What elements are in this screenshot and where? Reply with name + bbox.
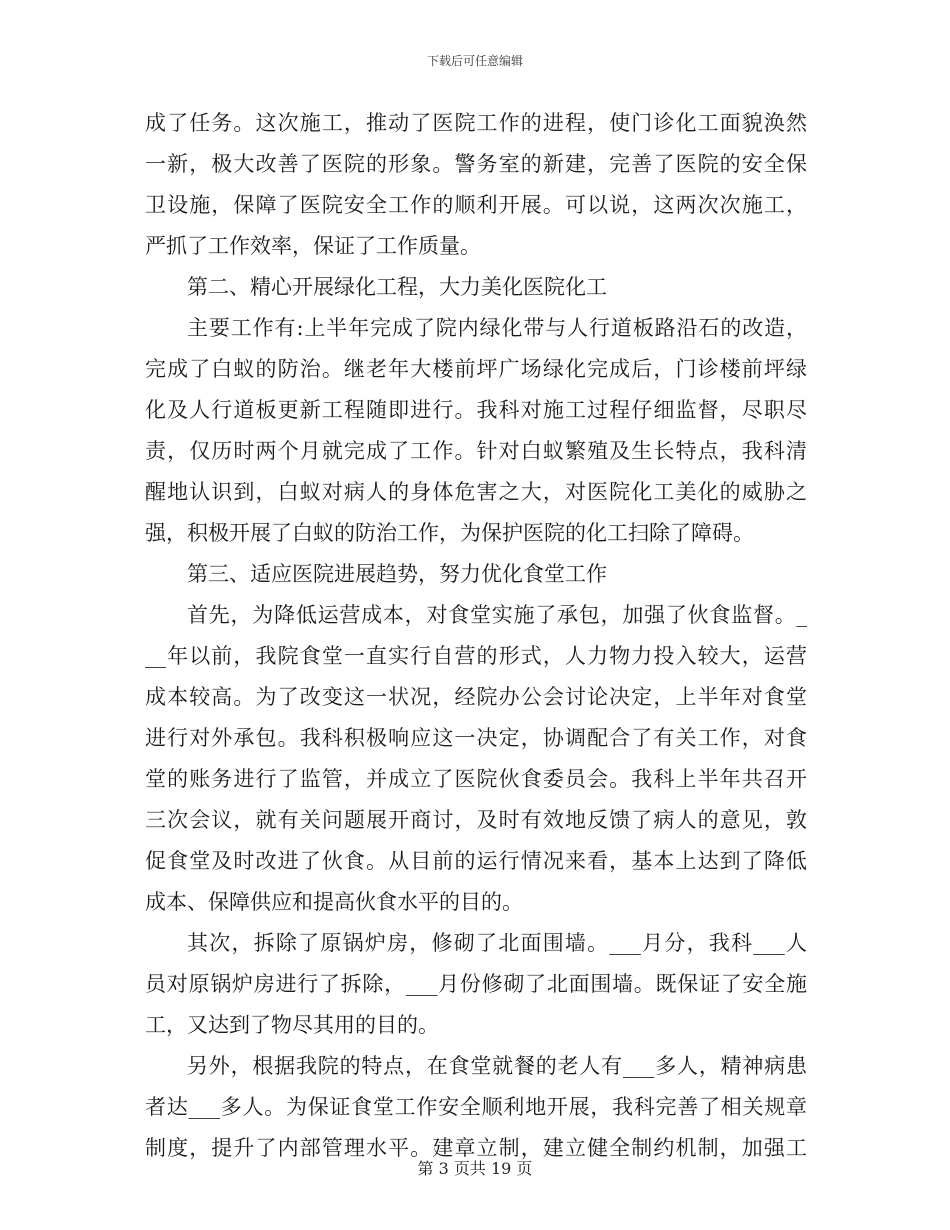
paragraph-line: 严抓了工作效率，保证了工作质量。 [145, 234, 481, 258]
paragraph-line: 强，积极开展了白蚁的防治工作，为保护医院的化工扫除了障碍。 [145, 521, 754, 545]
paragraph-line: __年以前，我院食堂一直实行自营的形式，人力物力投入较大，运营 [145, 644, 807, 668]
page-header: 下载后可任意编辑 [426, 54, 523, 68]
paragraph-line: 一新，极大改善了医院的形象。警务室的新建，完善了医院的安全保 [145, 152, 807, 176]
paragraph-line: 完成了白蚁的防治。继老年大楼前坪广场绿化完成后，门诊楼前坪绿 [145, 357, 807, 381]
section-heading: 第二、精心开展绿化工程，大力美化医院化工 [187, 275, 607, 299]
paragraph-line: 成了任务。这次施工，推动了医院工作的进程，使门诊化工面貌涣然 [145, 111, 807, 135]
paragraph-line: 堂的账务进行了监管，并成立了医院伙食委员会。我科上半年共召开 [145, 767, 807, 791]
paragraph-line: 进行对外承包。我科积极响应这一决定，协调配合了有关工作，对食 [145, 726, 807, 750]
paragraph-line: 醒地认识到，白蚁对病人的身体危害之大，对医院化工美化的威胁之 [145, 480, 807, 504]
paragraph-line: 成本、保障供应和提高伙食水平的目的。 [145, 890, 523, 914]
paragraph-line: 首先，为降低运营成本，对食堂实施了承包，加强了伙食监督。_ [187, 603, 807, 627]
paragraph-line: 工，又达到了物尽其用的目的。 [145, 1013, 439, 1037]
paragraph-line: 卫设施，保障了医院安全工作的顺利开展。可以说，这两次次施工， [145, 193, 807, 217]
document-body [145, 103, 807, 1169]
paragraph-line: 化及人行道板更新工程随即进行。我科对施工过程仔细监督，尽职尽 [145, 398, 807, 422]
paragraph-line: 成本较高。为了改变这一状况，经院办公会讨论决定，上半年对食堂 [145, 685, 807, 709]
paragraph-line: 其次，拆除了原锅炉房，修砌了北面围墙。___月分，我科___人 [187, 931, 807, 955]
paragraph-line: 制度，提升了内部管理水平。建章立制，建立健全制约机制，加强工 [145, 1136, 807, 1160]
paragraph-line: 责，仅历时两个月就完成了工作。针对白蚁繁殖及生长特点，我科清 [145, 439, 807, 463]
paragraph-line: 员对原锅炉房进行了拆除，___月份修砌了北面围墙。既保证了安全施 [145, 972, 807, 996]
paragraph-line: 另外，根据我院的特点，在食堂就餐的老人有___多人，精神病患 [187, 1054, 807, 1078]
paragraph-line: 主要工作有:上半年完成了院内绿化带与人行道板路沿石的改造， [187, 316, 807, 340]
paragraph-line: 者达___多人。为保证食堂工作安全顺利地开展，我科完善了相关规章 [145, 1095, 807, 1119]
paragraph-line: 促食堂及时改进了伙食。从目前的运行情况来看，基本上达到了降低 [145, 849, 807, 873]
paragraph-line: 三次会议，就有关问题展开商讨，及时有效地反馈了病人的意见，敦 [145, 808, 807, 832]
section-heading: 第三、适应医院进展趋势，努力优化食堂工作 [187, 562, 607, 586]
page-footer: 第 3 页共 19 页 [417, 1159, 533, 1178]
